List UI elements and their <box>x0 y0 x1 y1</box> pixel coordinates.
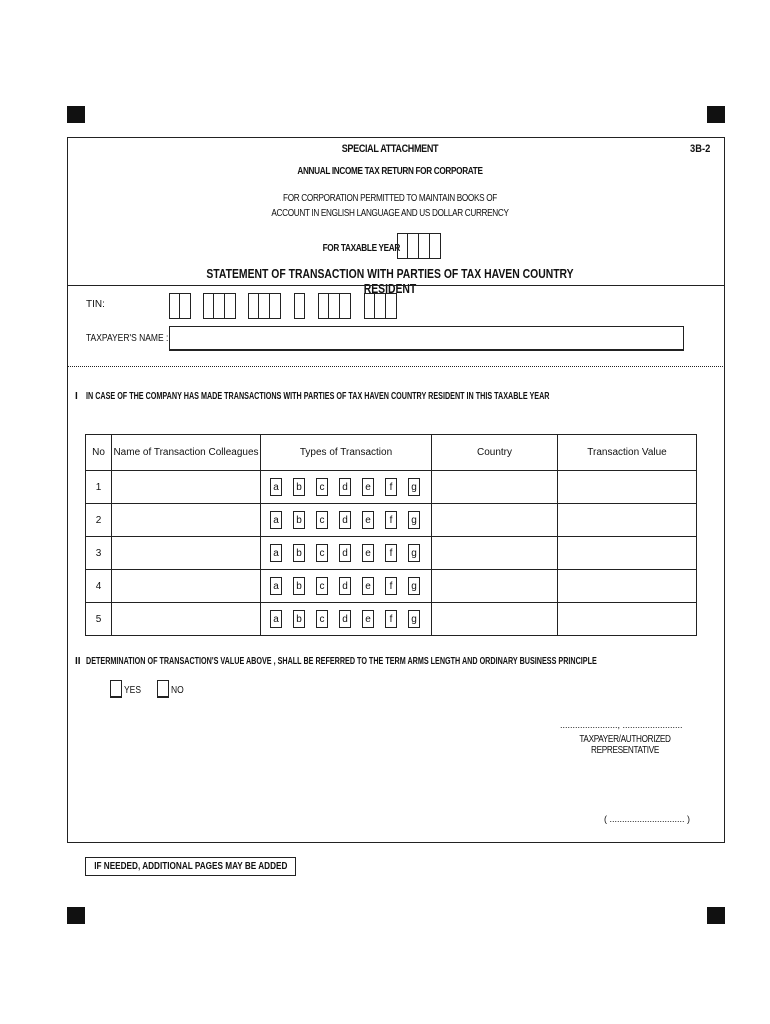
special-attachment-text: SPECIAL ATTACHMENT <box>341 143 439 155</box>
transaction-value-field[interactable] <box>558 471 697 504</box>
type-checkbox-g[interactable]: g <box>408 511 420 529</box>
tin-digit-box[interactable] <box>386 293 397 319</box>
row-number: 3 <box>86 537 112 570</box>
tin-digit-box[interactable] <box>259 293 270 319</box>
tin-digit-box[interactable] <box>375 293 386 319</box>
transaction-colleague-field[interactable] <box>112 504 261 537</box>
taxable-year-input[interactable] <box>397 233 441 259</box>
subtitle-line-1 <box>200 193 580 204</box>
table-row <box>86 603 697 636</box>
no-label: NO <box>171 685 184 696</box>
additional-pages-note <box>85 857 296 876</box>
place-date-line[interactable]: ......................., ........................ <box>560 720 683 730</box>
type-checkbox-f[interactable]: f <box>385 511 397 529</box>
statement-title <box>150 266 630 296</box>
tin-group-6[interactable] <box>364 293 397 319</box>
type-checkbox-b[interactable]: b <box>293 577 305 595</box>
type-checkbox-e[interactable]: e <box>362 511 374 529</box>
section-1-number: I <box>75 391 78 402</box>
tin-digit-box[interactable] <box>169 293 180 319</box>
registration-mark-top-left <box>67 106 85 123</box>
type-checkbox-f[interactable]: f <box>385 478 397 496</box>
transaction-colleague-field[interactable] <box>112 537 261 570</box>
transaction-value-field[interactable] <box>558 603 697 636</box>
year-digit-box[interactable] <box>430 233 441 259</box>
signatory-role-text: TAXPAYER/AUTHORIZED REPRESENTATIVE <box>579 734 671 756</box>
transaction-types-cell <box>261 570 432 603</box>
section-2-title-text: DETERMINATION OF TRANSACTION'S VALUE ABOVE , SHALL BE REFERRED TO THE TERM ARMS LENGTH AND ORDINARY BUSINESS PRINCIPLE <box>86 656 597 667</box>
row-number: 4 <box>86 570 112 603</box>
type-checkbox-c[interactable]: c <box>316 610 328 628</box>
type-checkbox-a[interactable]: a <box>270 610 282 628</box>
col-header-name: Name of Transaction Colleagues <box>112 435 261 471</box>
transaction-value-field[interactable] <box>558 537 697 570</box>
country-field[interactable] <box>432 603 558 636</box>
form-code: 3B-2 <box>690 143 711 155</box>
transaction-types-cell <box>261 537 432 570</box>
tin-digit-box[interactable] <box>364 293 375 319</box>
divider-dotted <box>67 366 725 367</box>
signatory-name-line[interactable]: ( .............................. ) <box>604 814 691 824</box>
registration-mark-bottom-left <box>67 907 85 924</box>
tin-group-3[interactable] <box>248 293 281 319</box>
type-checkbox-f[interactable]: f <box>385 610 397 628</box>
tin-label: TIN: <box>86 299 105 310</box>
section-2-number: II <box>75 656 81 667</box>
taxpayer-name-value <box>170 332 174 343</box>
type-checkbox-d[interactable]: d <box>339 478 351 496</box>
taxable-year-label <box>290 243 400 254</box>
transaction-table <box>85 434 697 636</box>
tin-digit-box[interactable] <box>214 293 225 319</box>
section-1-title <box>86 391 606 402</box>
subtitle-line-1-text: FOR CORPORATION PERMITTED TO MAINTAIN BOOKS OF <box>283 193 497 204</box>
statement-title-text: STATEMENT OF TRANSACTION WITH PARTIES OF TAX HAVEN COUNTRY RESIDENT <box>206 266 574 296</box>
table-row <box>86 504 697 537</box>
type-checkbox-e[interactable]: e <box>362 610 374 628</box>
row-number: 5 <box>86 603 112 636</box>
tin-digit-box[interactable] <box>248 293 259 319</box>
transaction-colleague-field[interactable] <box>112 471 261 504</box>
country-field[interactable] <box>432 570 558 603</box>
section-1-title-text: IN CASE OF THE COMPANY HAS MADE TRANSACTIONS WITH PARTIES OF TAX HAVEN COUNTRY RESIDENT IN THIS TAXABLE YEAR <box>86 391 550 402</box>
type-checkbox-c[interactable]: c <box>316 544 328 562</box>
tin-digit-box[interactable] <box>340 293 351 319</box>
tin-digit-box[interactable] <box>318 293 329 319</box>
table-header-row <box>86 435 697 471</box>
type-checkbox-e[interactable]: e <box>362 478 374 496</box>
transaction-type-options <box>270 544 431 562</box>
year-digit-box[interactable] <box>419 233 430 259</box>
additional-pages-note-text: IF NEEDED, ADDITIONAL PAGES MAY BE ADDED <box>93 861 288 872</box>
transaction-colleague-field[interactable] <box>112 570 261 603</box>
type-checkbox-a[interactable]: a <box>270 478 282 496</box>
transaction-type-options <box>270 577 431 595</box>
type-checkbox-b[interactable]: b <box>293 511 305 529</box>
transaction-types-cell <box>261 471 432 504</box>
yes-label: YES <box>124 685 142 696</box>
type-checkbox-e[interactable]: e <box>362 577 374 595</box>
tin-digit-box[interactable] <box>225 293 236 319</box>
year-digit-box[interactable] <box>408 233 419 259</box>
type-checkbox-d[interactable]: d <box>339 577 351 595</box>
type-checkbox-b[interactable]: b <box>293 544 305 562</box>
tin-group-1[interactable] <box>169 293 191 319</box>
taxable-year-label-text: FOR TAXABLE YEAR <box>322 243 400 254</box>
tin-group-2[interactable] <box>203 293 236 319</box>
transaction-types-cell <box>261 504 432 537</box>
type-checkbox-g[interactable]: g <box>408 577 420 595</box>
type-checkbox-g[interactable]: g <box>408 478 420 496</box>
tin-digit-box[interactable] <box>203 293 214 319</box>
transaction-type-options <box>270 610 431 628</box>
return-title <box>200 166 580 177</box>
subtitle-line-2-text: ACCOUNT IN ENGLISH LANGUAGE AND US DOLLAR CURRENCY <box>271 208 509 219</box>
col-header-country: Country <box>432 435 558 471</box>
type-checkbox-d[interactable]: d <box>339 610 351 628</box>
tin-group-5[interactable] <box>318 293 351 319</box>
table-row <box>86 570 697 603</box>
year-digit-box[interactable] <box>397 233 408 259</box>
transaction-type-options <box>270 478 431 496</box>
type-checkbox-f[interactable]: f <box>385 544 397 562</box>
col-header-value: Transaction Value <box>558 435 697 471</box>
section-2-title <box>86 656 686 667</box>
type-checkbox-g[interactable]: g <box>408 544 420 562</box>
type-checkbox-b[interactable]: b <box>293 478 305 496</box>
transaction-type-options <box>270 511 431 529</box>
type-checkbox-e[interactable]: e <box>362 544 374 562</box>
row-number: 2 <box>86 504 112 537</box>
taxpayer-name-label: TAXPAYER'S NAME : <box>86 333 169 344</box>
tin-digit-box[interactable] <box>270 293 281 319</box>
type-checkbox-g[interactable]: g <box>408 610 420 628</box>
special-attachment-heading <box>230 143 550 155</box>
tin-digit-box[interactable] <box>329 293 340 319</box>
type-checkbox-b[interactable]: b <box>293 610 305 628</box>
country-field[interactable] <box>432 504 558 537</box>
transaction-colleague-field[interactable] <box>112 603 261 636</box>
signatory-role <box>530 734 720 756</box>
col-header-no: No <box>86 435 112 471</box>
yes-checkbox[interactable] <box>110 680 122 698</box>
taxpayer-name-field[interactable] <box>169 326 684 351</box>
table-row <box>86 537 697 570</box>
divider <box>67 285 725 286</box>
type-checkbox-d[interactable]: d <box>339 511 351 529</box>
tin-digit-box[interactable] <box>180 293 191 319</box>
transaction-value-field[interactable] <box>558 570 697 603</box>
tin-group-4[interactable] <box>294 293 305 319</box>
type-checkbox-a[interactable]: a <box>270 577 282 595</box>
type-checkbox-d[interactable]: d <box>339 544 351 562</box>
type-checkbox-c[interactable]: c <box>316 478 328 496</box>
country-field[interactable] <box>432 537 558 570</box>
transaction-types-cell <box>261 603 432 636</box>
type-checkbox-a[interactable]: a <box>270 544 282 562</box>
table-row <box>86 471 697 504</box>
col-header-types: Types of Transaction <box>261 435 432 471</box>
registration-mark-top-right <box>707 106 725 123</box>
type-checkbox-c[interactable]: c <box>316 577 328 595</box>
type-checkbox-c[interactable]: c <box>316 511 328 529</box>
country-field[interactable] <box>432 471 558 504</box>
type-checkbox-a[interactable]: a <box>270 511 282 529</box>
tin-digit-box[interactable] <box>294 293 305 319</box>
return-title-text: ANNUAL INCOME TAX RETURN FOR CORPORATE <box>297 166 483 177</box>
subtitle-line-2 <box>200 208 580 219</box>
row-number: 1 <box>86 471 112 504</box>
registration-mark-bottom-right <box>707 907 725 924</box>
no-checkbox[interactable] <box>157 680 169 698</box>
type-checkbox-f[interactable]: f <box>385 577 397 595</box>
transaction-value-field[interactable] <box>558 504 697 537</box>
